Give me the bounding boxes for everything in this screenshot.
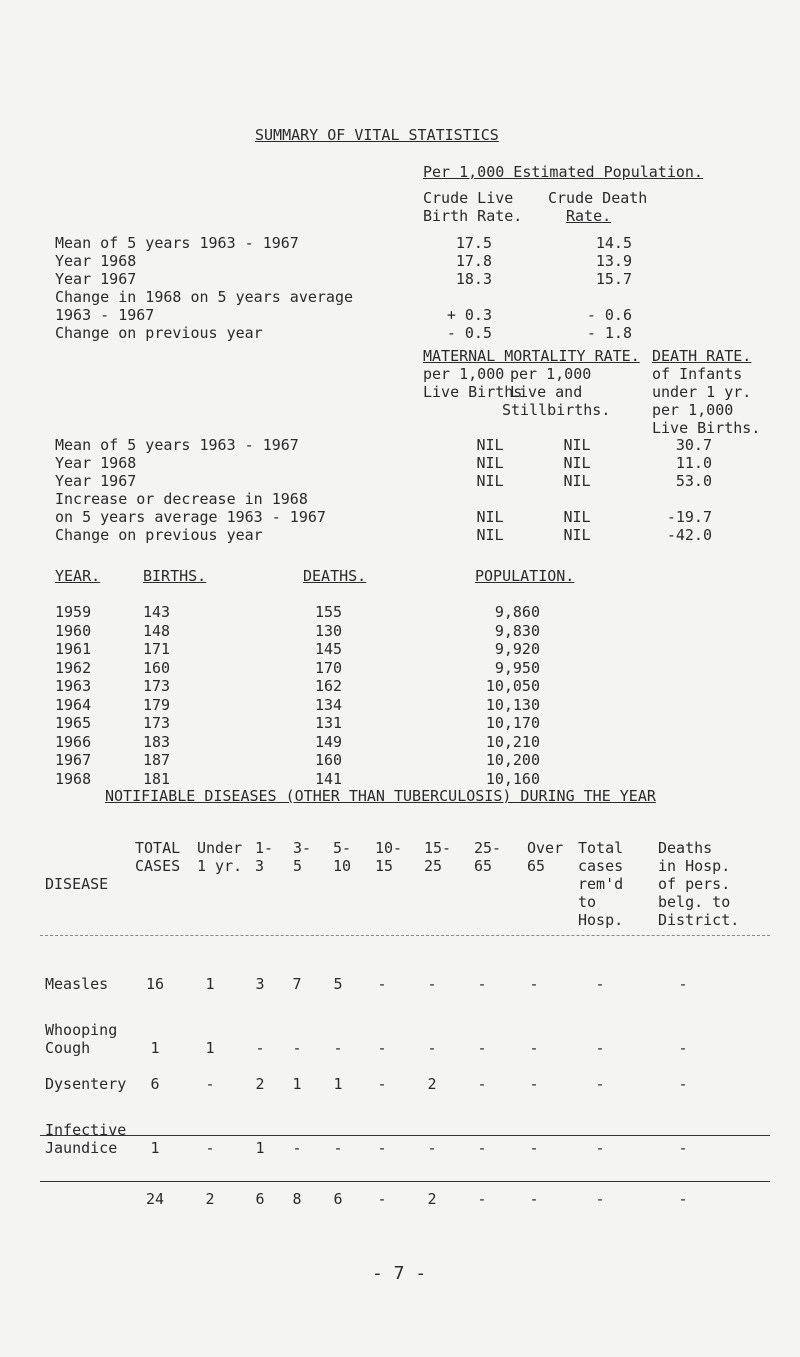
s2-row-label: Mean of 5 years 1963 - 1967 <box>55 436 299 454</box>
s4-value-cell: 1 <box>333 1075 343 1093</box>
s4-value-cell: 3 <box>255 975 265 993</box>
s3-deaths: 141 <box>315 769 343 788</box>
s4-value-cell: 1 <box>150 1139 160 1157</box>
s3-year: 1962 <box>55 658 92 677</box>
s4-disease-header: DISEASE <box>45 875 109 893</box>
s3-births: 183 <box>143 732 171 751</box>
s4-value-cell: - <box>678 1075 688 1093</box>
s3-deaths: 145 <box>315 640 343 658</box>
s4-value-cell: - <box>595 1139 605 1157</box>
s2-infant-death-rate: 30.7 <box>675 436 712 454</box>
s3-year: 1963 <box>55 677 92 695</box>
s4-disease-name: Whooping <box>45 1021 118 1039</box>
s4-total-cell: 6 <box>255 1190 265 1208</box>
s1-death-rate: 15.7 <box>595 270 632 288</box>
s4-col-header: 10- <box>375 839 403 857</box>
s3-deaths: 131 <box>315 714 343 732</box>
s4-value-cell: - <box>427 1139 437 1157</box>
s4-col-header: CASES <box>135 857 181 875</box>
s4-col-header: 5 <box>293 857 303 875</box>
s4-col-header: 1- <box>255 839 274 857</box>
section4-title: NOTIFIABLE DISEASES (OTHER THAN TUBERCULOSIS) DURING THE YEAR <box>105 787 656 805</box>
s4-value-cell: - <box>678 1039 688 1057</box>
s4-col-header: Total <box>578 839 624 857</box>
s4-col-header: 3 <box>255 857 265 875</box>
s1-row-label: Year 1968 <box>55 252 137 270</box>
s3-births: 171 <box>143 640 171 658</box>
s3-population: 10,130 <box>485 695 540 714</box>
s2-live-stillbirths: NIL <box>563 454 591 472</box>
s2-row-label: Year 1967 <box>55 472 137 490</box>
s4-value-cell: - <box>377 1039 387 1057</box>
s3-population: 10,160 <box>485 769 540 788</box>
s2-row-label: on 5 years average 1963 - 1967 <box>55 508 326 526</box>
page-title: SUMMARY OF VITAL STATISTICS <box>255 126 499 144</box>
s4-total-cell: - <box>678 1190 688 1208</box>
s3-year: 1964 <box>55 695 92 714</box>
s4-col-header: District. <box>658 911 740 929</box>
s4-disease-name: Infective <box>45 1121 127 1139</box>
s4-total-cell: 2 <box>205 1190 215 1208</box>
s4-value-cell: 1 <box>205 1039 215 1057</box>
s4-disease-name: Cough <box>45 1039 91 1057</box>
s4-total-cell: 24 <box>145 1190 165 1208</box>
s4-value-cell: 6 <box>150 1075 160 1093</box>
s3-population: 10,170 <box>485 714 540 732</box>
totals-top-rule <box>40 1135 770 1136</box>
section2-right-line3: under 1 yr. <box>652 383 752 401</box>
section2-sub2-line1: per 1,000 <box>510 365 592 383</box>
s4-value-cell: 5 <box>333 975 343 993</box>
s3-header-births: BIRTHS. <box>143 567 207 585</box>
s3-year: 1961 <box>55 640 92 658</box>
section2-sub2-line2: Live and <box>510 383 583 401</box>
section2-right-line5: Live Births. <box>652 419 761 437</box>
s4-value-cell: - <box>529 1139 539 1157</box>
s4-col-header: 25 <box>424 857 443 875</box>
s3-births: 179 <box>143 695 171 714</box>
s1-death-rate: - 0.6 <box>586 306 632 324</box>
s4-col-header: 65 <box>527 857 546 875</box>
section1-header: Per 1,000 Estimated Population. <box>423 163 703 181</box>
s3-population: 9,950 <box>494 658 540 677</box>
s4-col-header: 65 <box>474 857 493 875</box>
s4-value-cell: - <box>205 1139 215 1157</box>
s4-total-cell: - <box>595 1190 605 1208</box>
s1-birth-rate: 17.5 <box>455 234 492 252</box>
s2-live-stillbirths: NIL <box>563 436 591 454</box>
s4-value-cell: - <box>427 975 437 993</box>
s3-header-deaths: DEATHS. <box>303 567 367 585</box>
section2-right-line2: of Infants <box>652 365 743 383</box>
s4-col-header: Under <box>197 839 243 857</box>
section1-col2-line1: Crude Death <box>548 189 648 207</box>
s3-deaths: 130 <box>315 621 343 640</box>
s3-year: 1966 <box>55 732 92 751</box>
s3-deaths: 155 <box>315 603 343 621</box>
s4-value-cell: 2 <box>427 1075 437 1093</box>
s4-value-cell: - <box>477 1039 487 1057</box>
s1-birth-rate: + 0.3 <box>446 306 492 324</box>
s3-deaths: 134 <box>315 695 343 714</box>
s4-value-cell: - <box>333 1039 343 1057</box>
s4-value-cell: - <box>377 1075 387 1093</box>
s1-birth-rate: - 0.5 <box>446 324 492 342</box>
s4-total-cell: 8 <box>292 1190 302 1208</box>
s3-births: 173 <box>143 714 171 732</box>
s4-value-cell: - <box>205 1075 215 1093</box>
s3-births: 143 <box>143 603 171 621</box>
s2-live-births: NIL <box>476 508 504 526</box>
page-number: - 7 - <box>372 1263 427 1284</box>
s4-value-cell: - <box>529 1039 539 1057</box>
s4-col-header: 25- <box>474 839 502 857</box>
s4-col-header: TOTAL <box>135 839 181 857</box>
s2-row-label: Increase or decrease in 1968 <box>55 490 308 508</box>
s1-death-rate: - 1.8 <box>586 324 632 342</box>
s1-row-label: Mean of 5 years 1963 - 1967 <box>55 234 299 252</box>
s4-value-cell: - <box>678 975 688 993</box>
s2-live-stillbirths: NIL <box>563 472 591 490</box>
s4-total-cell: - <box>477 1190 487 1208</box>
s4-total-cell: 6 <box>333 1190 343 1208</box>
s4-value-cell: 1 <box>150 1039 160 1057</box>
s4-value-cell: - <box>529 1075 539 1093</box>
section1-col2-line2: Rate. <box>566 207 612 225</box>
s1-row-label: Year 1967 <box>55 270 137 288</box>
s4-value-cell: - <box>333 1139 343 1157</box>
s4-value-cell: - <box>595 1039 605 1057</box>
s4-value-cell: 16 <box>145 975 165 993</box>
s4-col-header: 15- <box>424 839 452 857</box>
s4-value-cell: - <box>255 1039 265 1057</box>
s4-col-header: cases <box>578 857 624 875</box>
s4-disease-name: Dysentery <box>45 1075 127 1093</box>
s3-population: 10,210 <box>485 732 540 751</box>
section1-col1-line1: Crude Live <box>423 189 514 207</box>
s2-live-births: NIL <box>476 472 504 490</box>
s4-value-cell: - <box>529 975 539 993</box>
s3-population: 10,200 <box>485 751 540 769</box>
s4-col-header: 10 <box>333 857 352 875</box>
s3-year: 1968 <box>55 769 92 788</box>
s1-death-rate: 14.5 <box>595 234 632 252</box>
s1-birth-rate: 18.3 <box>455 270 492 288</box>
s3-births: 181 <box>143 769 171 788</box>
s4-value-cell: - <box>477 1139 487 1157</box>
s3-births: 160 <box>143 658 171 677</box>
s4-col-header: 3- <box>293 839 312 857</box>
s3-population: 9,830 <box>494 621 540 640</box>
s3-year: 1959 <box>55 603 92 621</box>
s4-value-cell: - <box>292 1139 302 1157</box>
s1-row-label: 1963 - 1967 <box>55 306 155 324</box>
section2-sub1-line1: per 1,000 <box>423 365 505 383</box>
s3-population: 9,920 <box>494 640 540 658</box>
s3-population: 10,050 <box>485 677 540 695</box>
s4-col-header: rem'd <box>578 875 624 893</box>
s4-disease-name: Jaundice <box>45 1139 118 1157</box>
s4-total-cell: - <box>377 1190 387 1208</box>
section2-sub1-line2: Live Births <box>423 383 523 401</box>
s4-value-cell: 2 <box>255 1075 265 1093</box>
s4-value-cell: - <box>427 1039 437 1057</box>
s3-births: 173 <box>143 677 171 695</box>
s3-births: 148 <box>143 621 171 640</box>
s3-year: 1965 <box>55 714 92 732</box>
s4-value-cell: - <box>292 1039 302 1057</box>
s4-value-cell: - <box>595 975 605 993</box>
header-divider <box>40 935 770 936</box>
section2-right-line1: DEATH RATE. <box>652 347 752 365</box>
s3-year: 1960 <box>55 621 92 640</box>
s4-col-header: Deaths <box>658 839 713 857</box>
s3-population: 9,860 <box>494 603 540 621</box>
s3-births: 187 <box>143 751 171 769</box>
s2-live-births: NIL <box>476 436 504 454</box>
s4-value-cell: - <box>377 1139 387 1157</box>
s3-deaths: 160 <box>315 751 343 769</box>
s4-value-cell: - <box>477 975 487 993</box>
s2-infant-death-rate: 11.0 <box>675 454 712 472</box>
section1-col1-line2: Birth Rate. <box>423 207 523 225</box>
s2-infant-death-rate: 53.0 <box>675 472 712 490</box>
section2-sub2-line3: Stillbirths. <box>502 401 611 419</box>
totals-bottom-rule <box>40 1181 770 1182</box>
s4-disease-name: Measles <box>45 975 109 993</box>
s4-col-header: Hosp. <box>578 911 624 929</box>
s4-total-cell: - <box>529 1190 539 1208</box>
s4-col-header: 15 <box>375 857 394 875</box>
s3-year: 1967 <box>55 751 92 769</box>
s1-death-rate: 13.9 <box>595 252 632 270</box>
s2-infant-death-rate: -42.0 <box>666 526 712 544</box>
s1-row-label: Change on previous year <box>55 324 263 342</box>
s4-value-cell: 1 <box>255 1139 265 1157</box>
s4-value-cell: - <box>678 1139 688 1157</box>
s4-total-cell: 2 <box>427 1190 437 1208</box>
section2-right-line4: per 1,000 <box>652 401 734 419</box>
s4-value-cell: 7 <box>292 975 302 993</box>
s3-deaths: 149 <box>315 732 343 751</box>
s2-live-stillbirths: NIL <box>563 508 591 526</box>
s4-col-header: in Hosp. <box>658 857 731 875</box>
s2-row-label: Change on previous year <box>55 526 263 544</box>
s3-header-population: POPULATION. <box>475 567 575 585</box>
s3-header-year: YEAR. <box>55 567 101 585</box>
s4-value-cell: - <box>477 1075 487 1093</box>
s4-value-cell: 1 <box>292 1075 302 1093</box>
s3-deaths: 170 <box>315 658 343 677</box>
s2-infant-death-rate: -19.7 <box>666 508 712 526</box>
s3-deaths: 162 <box>315 677 343 695</box>
s2-live-births: NIL <box>476 526 504 544</box>
s4-value-cell: 1 <box>205 975 215 993</box>
s2-row-label: Year 1968 <box>55 454 137 472</box>
s4-value-cell: - <box>377 975 387 993</box>
s4-col-header: to <box>578 893 597 911</box>
s4-col-header: belg. to <box>658 893 731 911</box>
s1-birth-rate: 17.8 <box>455 252 492 270</box>
s4-col-header: 5- <box>333 839 352 857</box>
s2-live-births: NIL <box>476 454 504 472</box>
s4-value-cell: - <box>595 1075 605 1093</box>
s2-live-stillbirths: NIL <box>563 526 591 544</box>
s1-row-label: Change in 1968 on 5 years average <box>55 288 354 306</box>
s4-col-header: 1 yr. <box>197 857 243 875</box>
s4-col-header: Over <box>527 839 564 857</box>
s4-col-header: of pers. <box>658 875 731 893</box>
section2-header: MATERNAL MORTALITY RATE. <box>423 347 640 365</box>
